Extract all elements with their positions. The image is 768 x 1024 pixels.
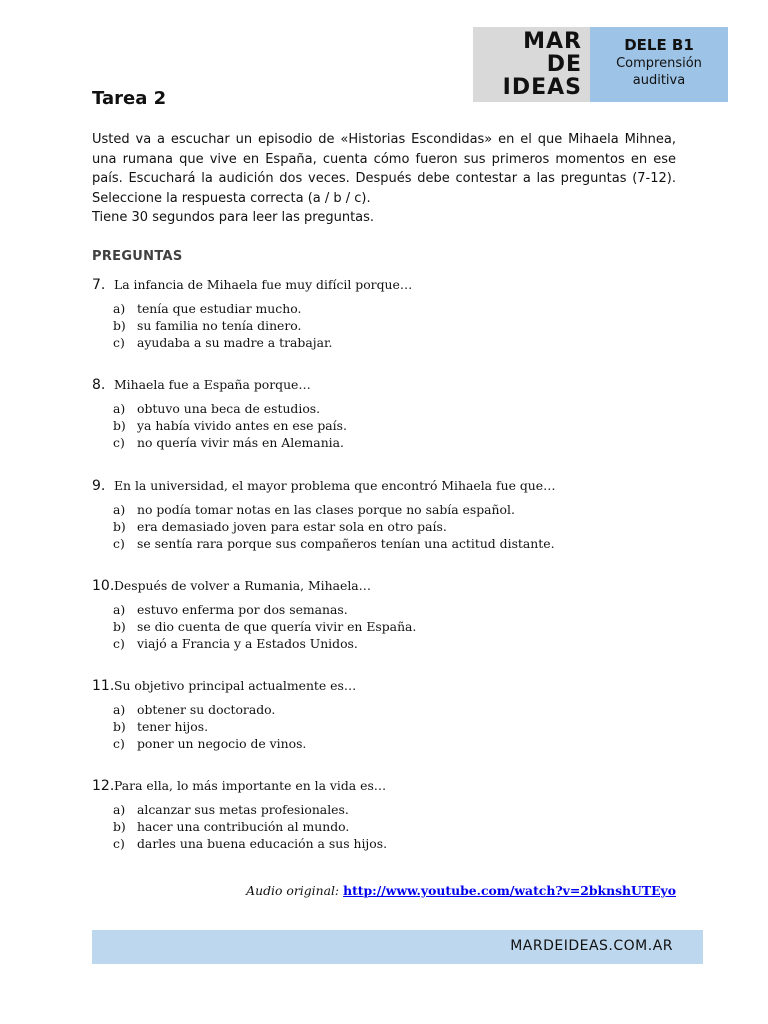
- question-number: 11.: [92, 678, 115, 694]
- option-c[interactable]: c) poner un negocio de vinos.: [113, 736, 307, 751]
- question-number: 9.: [92, 478, 106, 494]
- question-number: 7.: [92, 277, 106, 293]
- option-a[interactable]: a) alcanzar sus metas profesionales.: [113, 802, 349, 817]
- footer-bar: [92, 930, 703, 964]
- question-text: La infancia de Mihaela fue muy difícil porque…: [114, 277, 413, 292]
- option-b[interactable]: b) hacer una contribución al mundo.: [113, 819, 350, 834]
- question-number: 10.: [92, 578, 115, 594]
- option-c[interactable]: c) darles una buena educación a sus hijos.: [113, 836, 388, 851]
- instructions: [92, 130, 676, 228]
- reading-time-note: Tiene 30 segundos para leer las preguntas.: [92, 210, 375, 225]
- option-a[interactable]: a) tenía que estudiar mucho.: [113, 301, 302, 316]
- logo-wordmark: [473, 27, 590, 102]
- logo-line-1: MAR: [523, 29, 582, 54]
- audio-label: Audio original:: [246, 883, 340, 898]
- audio-source: [246, 883, 676, 898]
- option-b[interactable]: b) era demasiado joven para estar sola en otro país.: [113, 519, 447, 534]
- option-b[interactable]: b) su familia no tenía dinero.: [113, 318, 302, 333]
- question-10: [92, 577, 692, 652]
- option-a[interactable]: a) obtuvo una beca de estudios.: [113, 401, 321, 416]
- question-text: Después de volver a Rumania, Mihaela…: [114, 578, 372, 593]
- question-text: En la universidad, el mayor problema que encontró Mihaela fue que…: [114, 478, 556, 493]
- question-7: [92, 276, 692, 351]
- option-b[interactable]: b) se dio cuenta de que quería vivir en España.: [113, 619, 417, 634]
- question-12: [92, 777, 692, 852]
- question-text: Para ella, lo más importante en la vida es…: [114, 778, 387, 793]
- option-a[interactable]: a) estuvo enferma por dos semanas.: [113, 602, 348, 617]
- logo-line-2: DE: [546, 52, 582, 77]
- footer-site: MARDEIDEAS.COM.AR: [510, 938, 673, 954]
- option-c[interactable]: c) ayudaba a su madre a trabajar.: [113, 335, 333, 350]
- question-text: Su objetivo principal actualmente es…: [114, 678, 357, 693]
- question-number: 8.: [92, 377, 106, 393]
- question-9: [92, 477, 692, 552]
- exam-badge: [590, 27, 728, 102]
- question-8: [92, 376, 692, 451]
- question-number: 12.: [92, 778, 115, 794]
- option-b[interactable]: b) tener hijos.: [113, 719, 209, 734]
- option-b[interactable]: b) ya había vivido antes en ese país.: [113, 418, 347, 433]
- section-title: PREGUNTAS: [92, 249, 183, 264]
- option-c[interactable]: c) viajó a Francia y a Estados Unidos.: [113, 636, 358, 651]
- exam-skill-line-2: auditiva: [632, 73, 686, 88]
- page-title: Tarea 2: [92, 88, 167, 109]
- question-11: [92, 677, 692, 752]
- audio-link[interactable]: http://www.youtube.com/watch?v=2bknshUTEyo: [343, 883, 676, 898]
- option-c[interactable]: c) no quería vivir más en Alemania.: [113, 435, 344, 450]
- question-text: Mihaela fue a España porque…: [114, 377, 311, 392]
- option-a[interactable]: a) obtener su doctorado.: [113, 702, 276, 717]
- option-a[interactable]: a) no podía tomar notas en las clases porque no sabía español.: [113, 502, 515, 517]
- exam-level: DELE B1: [624, 36, 694, 54]
- exam-skill-line-1: Comprensión: [616, 56, 702, 71]
- instructions-paragraph: Usted va a escuchar un episodio de «Historias Escondidas» en el que Mihaela Mihnea, una rumana que vive en España, cuenta cómo fueron sus primeros momentos en ese país. Escuchará la audición dos veces. Después debe contestar a las preguntas (7-12). Seleccione la respuesta correcta (a / b / c).: [92, 132, 676, 206]
- logo: [473, 27, 728, 102]
- option-c[interactable]: c) se sentía rara porque sus compañeros tenían una actitud distante.: [113, 536, 555, 551]
- logo-line-3: IDEAS: [502, 75, 582, 100]
